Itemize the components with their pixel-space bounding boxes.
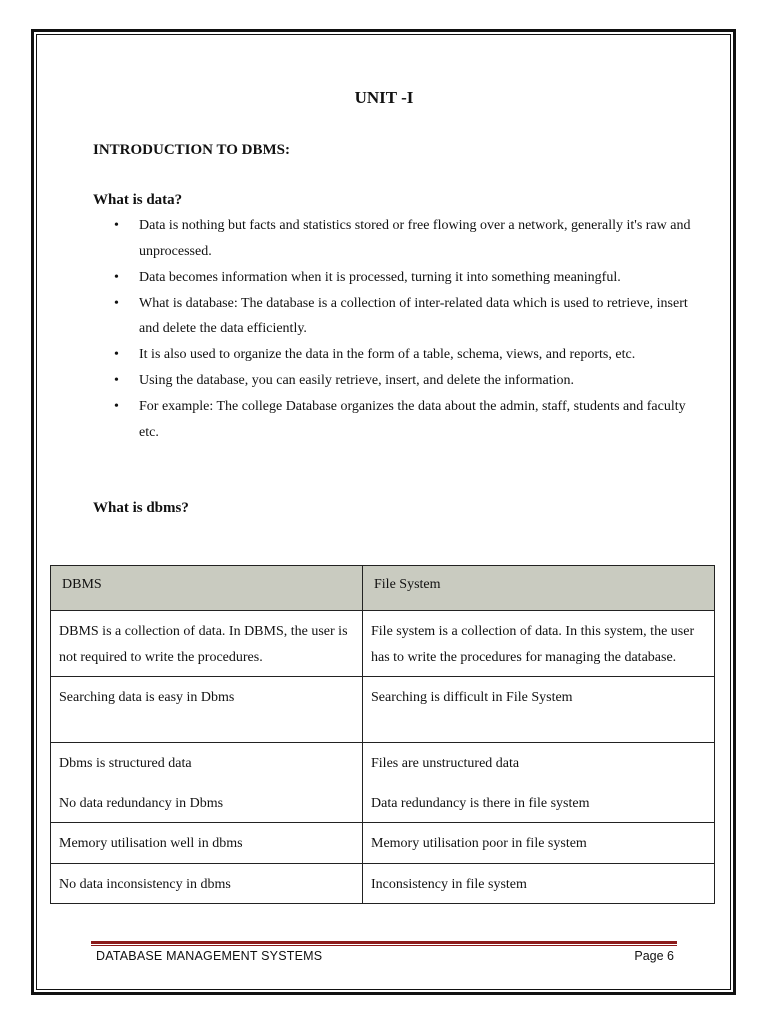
cell-dbms: DBMS is a collection of data. In DBMS, the user is not required to write the procedures. [51,611,363,677]
cell-line: Dbms is structured data [59,756,192,771]
bullet-item: • Data becomes information when it is processed, turning it into something meaningful. [93,265,693,291]
header-dbms: DBMS [51,566,363,611]
unit-title: UNIT -I [354,88,414,107]
bullet-item: • What is database: The database is a collection of inter-related data which is used to retrieve, insert and delete the data efficiently. [93,291,693,342]
header-file-system: File System [363,566,715,611]
cell-file-system: Inconsistency in file system [363,863,715,904]
footer-title: DATABASE MANAGEMENT SYSTEMS [96,949,323,963]
bullet-item: • Using the database, you can easily retrieve, insert, and delete the information. [93,368,693,394]
page-number: Page 6 [634,949,674,963]
cell-file-system: File system is a collection of data. In this system, the user has to write the procedures for managing the database. [363,611,715,677]
table-row [51,823,715,864]
cell-line: Files are unstructured data [371,756,520,771]
cell-dbms: No data inconsistency in dbms [51,863,363,904]
dbms-vs-filesystem-table [50,565,715,904]
cell-dbms: Searching data is easy in Dbms [51,677,363,743]
footer-rule [91,941,677,944]
cell-line: Data redundancy is there in file system [371,795,590,811]
cell-line: No data redundancy in Dbms [59,795,224,811]
cell-dbms [51,743,363,823]
bullet-item: • Data is nothing but facts and statistics stored or free flowing over a network, generally it's raw and unprocessed. [93,213,693,264]
table-row [51,677,715,743]
cell-file-system: Memory utilisation poor in file system [363,823,715,864]
section-heading: INTRODUCTION TO DBMS: [93,142,290,158]
bullet-item: • It is also used to organize the data in the form of a table, schema, views, and reports, etc. [93,342,693,368]
footer-rule-thin [91,945,677,946]
bullet-item: • For example: The college Database organizes the data about the admin, staff, students and faculty etc. [93,394,693,445]
table-row [51,611,715,677]
table-row [51,863,715,904]
what-is-data-heading: What is data? [93,192,183,208]
table-row [51,743,715,823]
cell-file-system: Searching is difficult in File System [363,677,715,743]
cell-dbms: Memory utilisation well in dbms [51,823,363,864]
data-bullet-list [93,213,693,446]
cell-file-system [363,743,715,823]
table-header-row [51,566,715,611]
what-is-dbms-heading: What is dbms? [93,500,189,516]
